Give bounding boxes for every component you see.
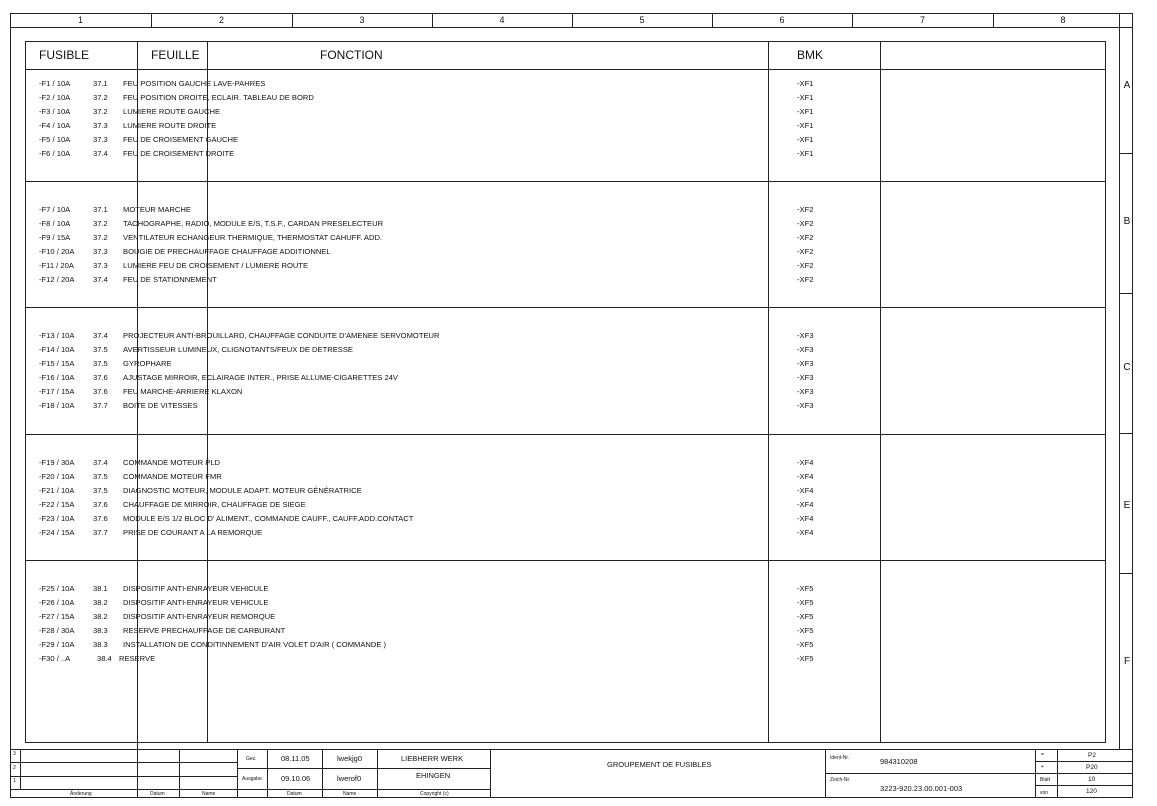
fuse-function: CHAUFFAGE DE MIRROIR, CHAUFFAGE DE SIEGE — [123, 500, 306, 509]
bmk-ref: -XF5 — [797, 626, 814, 635]
bmk-ref: -XF5 — [797, 640, 814, 649]
row-divider — [1119, 573, 1133, 574]
title-block-line — [10, 776, 237, 777]
company-name: LIEBHERR WERK — [401, 754, 464, 763]
fuse-function: BOITE DE VITESSES — [123, 401, 198, 410]
row-divider — [1119, 293, 1133, 294]
fuse-id: -F26 / 10A — [39, 598, 75, 607]
fuse-id: -F10 / 20A — [39, 247, 75, 256]
sheet-header: FEUILLE — [151, 48, 200, 62]
fuse-id: -F1 / 10A — [39, 79, 71, 88]
bmk-header: BMK — [797, 48, 824, 62]
fuse-function: LUMIERE ROUTE DROITE — [123, 121, 217, 130]
title-block-divider — [377, 749, 378, 798]
fuse-function: DISPOSITIF ANTI-ENRAYEUR VEHICULE — [123, 598, 269, 607]
sheet-ref: 38.4 — [97, 654, 112, 663]
title-block-line — [1035, 761, 1133, 762]
sheet-ref: 37.3 — [93, 135, 108, 144]
sheet-number: 10 — [1088, 776, 1096, 783]
fuse-id: -F12 / 20A — [39, 275, 75, 284]
column-number: 6 — [779, 15, 785, 25]
sheet-ref: 38.3 — [93, 640, 108, 649]
sheet-ref: 37.4 — [93, 275, 108, 284]
title-block-divider — [825, 749, 826, 798]
issue-label: Ausgabe — [242, 776, 262, 782]
row-letter: B — [1123, 216, 1131, 227]
sheet-label: Blatt — [1040, 777, 1051, 783]
sheet-total: 120 — [1086, 788, 1097, 795]
sheet-ref: 37.7 — [93, 528, 108, 537]
fuse-function: MODULE E/S 1/2 BLOC D' ALIMENT., COMMANDE CAUFF., CAUFF.ADD.CONTACT — [123, 514, 414, 523]
title-block-line — [1035, 773, 1133, 774]
fuse-function: RESERVE — [119, 654, 156, 663]
title-block-divider — [1057, 749, 1058, 798]
bmk-ref: -XF1 — [797, 107, 814, 116]
row-letter: F — [1123, 656, 1131, 667]
fuse-function: PRISE DE COURANT A LA REMORQUE — [123, 528, 263, 537]
group-divider — [25, 307, 1106, 308]
plus-mark: + — [1041, 764, 1044, 770]
row-letter: E — [1123, 500, 1131, 511]
title-block-divider — [20, 749, 21, 789]
company-site: EHINGEN — [416, 771, 451, 780]
change-label: Änderung — [70, 791, 92, 797]
bmk-ref: -XF3 — [797, 373, 814, 382]
date-label: Datum — [150, 791, 165, 797]
drawing-number: 3223-920.23.00.001-003 — [880, 784, 963, 793]
revision-number: 3 — [13, 751, 16, 757]
sheet-ref: 37.5 — [93, 486, 108, 495]
sheet-ref: 38.2 — [93, 598, 108, 607]
fuse-function: FEU DE STATIONNEMENT — [123, 275, 217, 284]
column-number: 5 — [639, 15, 645, 25]
fuse-id: -F19 / 30A — [39, 458, 75, 467]
bmk-ref: -XF2 — [797, 219, 814, 228]
plus-value: P20 — [1086, 764, 1098, 771]
sheet-ref: 38.1 — [93, 584, 108, 593]
sheet-ref: 37.2 — [93, 93, 108, 102]
title-block-divider — [237, 749, 238, 798]
fuse-function: FEU DE CROISEMENT GAUCHE — [123, 135, 239, 144]
revision-number: 2 — [13, 765, 16, 771]
issue-date: 09.10.06 — [281, 774, 311, 783]
fuse-function: FEU DE CROISEMENT DROITE — [123, 149, 235, 158]
sheet-ref: 38.3 — [93, 626, 108, 635]
fuse-function: PROJECTEUR ANTI-BROUILLARD, CHAUFFAGE CONDUITE D'AMENEE SERVOMOTEUR — [123, 331, 440, 340]
bmk-ref: -XF5 — [797, 612, 814, 621]
fuse-id: -F17 / 15A — [39, 387, 75, 396]
group-divider — [25, 560, 1106, 561]
row-band-line — [1119, 13, 1120, 749]
fuse-header: FUSIBLE — [39, 48, 90, 62]
fuse-id: -F18 / 10A — [39, 401, 75, 410]
fuse-id: -F9 / 15A — [39, 233, 71, 242]
row-divider — [1119, 153, 1133, 154]
date-label: Datum — [287, 791, 302, 797]
sheet-ref: 37.6 — [93, 387, 108, 396]
sheet-ref: 37.5 — [93, 345, 108, 354]
sheet-ref: 37.6 — [93, 514, 108, 523]
fuse-id: -F8 / 10A — [39, 219, 71, 228]
group-divider — [25, 434, 1106, 435]
row-divider — [1119, 433, 1133, 434]
sheet-ref: 37.4 — [93, 149, 108, 158]
fuse-id: -F15 / 15A — [39, 359, 75, 368]
fuse-function: RESERVE PRECHAUFFAGE DE CARBURANT — [123, 626, 286, 635]
bmk-ref: -XF1 — [797, 79, 814, 88]
fuse-id: -F4 / 10A — [39, 121, 71, 130]
sheet-ref: 37.4 — [93, 458, 108, 467]
fuse-id: -F23 / 10A — [39, 514, 75, 523]
fuse-function: COMMANDE MOTEUR FMR — [123, 472, 222, 481]
bmk-column-line — [768, 41, 769, 743]
drawn-date: 08.11.05 — [281, 754, 310, 763]
bmk-ref: -XF3 — [797, 359, 814, 368]
fuse-id: -F27 / 15A — [39, 612, 75, 621]
fuse-id: -F16 / 10A — [39, 373, 75, 382]
fuse-function: TACHOGRAPHE, RADIO, MODULE E/S, T.S.F., CARDAN PRESELECTEUR — [123, 219, 384, 228]
sheet-ref: 37.2 — [93, 233, 108, 242]
bmk-ref: -XF2 — [797, 261, 814, 270]
bmk-ref: -XF5 — [797, 598, 814, 607]
fuse-function: INSTALLATION DE CONDITINNEMENT D'AIR VOLET D'AIR ( COMMANDE ) — [123, 640, 387, 649]
sheet-ref: 37.6 — [93, 373, 108, 382]
fuse-id: -F11 / 20A — [39, 261, 74, 270]
bmk-ref: -XF2 — [797, 233, 814, 242]
fuse-function: FEU MARCHE-ARRIERE KLAXON — [123, 387, 243, 396]
group-divider — [25, 181, 1106, 182]
fuse-id: -F28 / 30A — [39, 626, 75, 635]
sheet-ref: 37.3 — [93, 121, 108, 130]
name-label: Name — [202, 791, 216, 797]
fuse-id: -F2 / 10A — [39, 93, 71, 102]
issue-name: lwerof0 — [337, 774, 362, 783]
name-label: Name — [343, 791, 357, 797]
title-block-divider — [1035, 749, 1036, 798]
column-number: 7 — [919, 15, 925, 25]
fuse-function: COMMANDE MOTEUR PLD — [123, 458, 221, 467]
fuse-function: LUMIERE FEU DE CROISEMENT / LUMIERE ROUTE — [123, 261, 309, 270]
fuse-id: -F20 / 10A — [39, 472, 75, 481]
title-block-divider — [267, 749, 268, 798]
sheet-ref: 37.5 — [93, 472, 108, 481]
fuse-id: -F29 / 10A — [39, 640, 75, 649]
function-header: FONCTION — [320, 48, 383, 62]
column-number: 2 — [218, 15, 224, 25]
fuse-id: -F24 / 15A — [39, 528, 75, 537]
sheet-ref: 37.5 — [93, 359, 108, 368]
title-block-line — [1035, 785, 1133, 786]
fuse-function: FEU POSITION GAUCHE LAVE-PAHRES — [123, 79, 266, 88]
ident-label: Ident-Nr. — [830, 755, 850, 761]
document-title: GROUPEMENT DE FUSIBLES — [607, 760, 712, 769]
fuse-id: -F14 / 10A — [39, 345, 75, 354]
sheet-ref: 37.7 — [93, 401, 108, 410]
fuse-function: DISPOSITIF ANTI-ENRAYEUR REMORQUE — [123, 612, 276, 621]
fuse-function: VENTILATEUR ECHANGEUR THERMIQUE, THERMOSTAT CAHUFF. ADD. — [123, 233, 383, 242]
bmk-ref: -XF4 — [797, 458, 814, 467]
bmk-ref: -XF3 — [797, 331, 814, 340]
sheet-ref: 37.4 — [93, 331, 108, 340]
sheet-ref: 37.2 — [93, 107, 108, 116]
header-bottom-line — [25, 69, 1106, 70]
title-block-divider — [322, 749, 323, 798]
fuse-id: -F22 / 15A — [39, 500, 75, 509]
bmk-ref: -XF3 — [797, 401, 814, 410]
title-block-line — [10, 762, 237, 763]
title-block-line — [237, 768, 490, 769]
column-band-line — [10, 27, 1133, 28]
bmk-ref: -XF2 — [797, 275, 814, 284]
column-number: 4 — [499, 15, 505, 25]
bmk-ref: -XF5 — [797, 584, 814, 593]
bmk-ref: -XF5 — [797, 654, 814, 663]
bmk-ref: -XF1 — [797, 121, 814, 130]
bmk-ref: -XF1 — [797, 135, 814, 144]
drawing-label: Zeich-Nr. — [830, 777, 851, 783]
bmk-ref: -XF4 — [797, 486, 814, 495]
row-letter: A — [1123, 80, 1131, 91]
fuse-id: -F3 / 10A — [39, 107, 71, 116]
fuse-function: AJUSTAGE MIRROIR, ECLAIRAGE INTER., PRISE ALLUME-CIGARETTES 24V — [123, 373, 398, 382]
fuse-id: -F13 / 10A — [39, 331, 75, 340]
title-block-divider — [179, 749, 180, 798]
title-block-line — [10, 789, 490, 790]
title-block-line — [825, 773, 1035, 774]
fuse-function: GYROPHARE — [123, 359, 172, 368]
drawn-name: lwekjg0 — [337, 754, 363, 763]
drawn-label: Gez. — [246, 756, 257, 762]
bmk-ref: -XF2 — [797, 205, 814, 214]
revision-number: 1 — [13, 778, 16, 784]
sheet-ref: 37.1 — [93, 79, 108, 88]
fuse-function: AVERTISSEUR LUMINEUX, CLIGNOTANTS/FEUX DE DETRESSE — [123, 345, 353, 354]
fuse-id: -F5 / 10A — [39, 135, 71, 144]
fuse-id: -F7 / 10A — [39, 205, 71, 214]
sheet-ref: 38.2 — [93, 612, 108, 621]
fuse-function: MOTEUR MARCHE — [123, 205, 191, 214]
sheet-ref: 37.3 — [93, 247, 108, 256]
bmk-ref: -XF4 — [797, 514, 814, 523]
eq-mark: = — [1041, 752, 1044, 758]
bmk-ref: -XF3 — [797, 345, 814, 354]
bmk-ref: -XF3 — [797, 387, 814, 396]
extra-column-line — [880, 41, 881, 743]
fuse-function: BOUGIE DE PRECHAUFFAGE CHAUFFAGE ADDITIONNEL — [123, 247, 331, 256]
column-number: 3 — [359, 15, 365, 25]
bmk-ref: -XF4 — [797, 528, 814, 537]
fuse-id: -F21 / 10A — [39, 486, 75, 495]
bmk-ref: -XF2 — [797, 247, 814, 256]
fuse-function: LUMIERE ROUTE GAUCHE — [123, 107, 221, 116]
sheet-ref: 37.3 — [93, 261, 108, 270]
fuse-function: DISPOSITIF ANTI-ENRAYEUR VEHICULE — [123, 584, 269, 593]
ident-number: 984310208 — [880, 757, 918, 766]
bmk-ref: -XF4 — [797, 472, 814, 481]
fuse-function: FEU POSITION DROITE, ECLAIR. TABLEAU DE BORD — [123, 93, 314, 102]
of-label: von — [1040, 790, 1049, 796]
column-number: 1 — [77, 15, 83, 25]
sheet-ref: 37.2 — [93, 219, 108, 228]
row-letter: C — [1123, 362, 1131, 373]
title-block-divider — [490, 749, 491, 798]
bmk-ref: -XF1 — [797, 93, 814, 102]
fuse-function: DIAGNOSTIC MOTEUR, MODULE ADAPT. MOTEUR GÉNÉRATRICE — [123, 486, 362, 495]
fuse-id: -F25 / 10A — [39, 584, 75, 593]
fuse-id: -F6 / 10A — [39, 149, 71, 158]
copyright-label: Copyright (c) — [420, 791, 449, 797]
sheet-ref: 37.6 — [93, 500, 108, 509]
bmk-ref: -XF4 — [797, 500, 814, 509]
sheet-ref: 37.1 — [93, 205, 108, 214]
fuse-id: -F30 / ..A — [39, 654, 71, 663]
bmk-ref: -XF1 — [797, 149, 814, 158]
eq-value: P2 — [1088, 752, 1096, 759]
column-number: 8 — [1060, 15, 1066, 25]
